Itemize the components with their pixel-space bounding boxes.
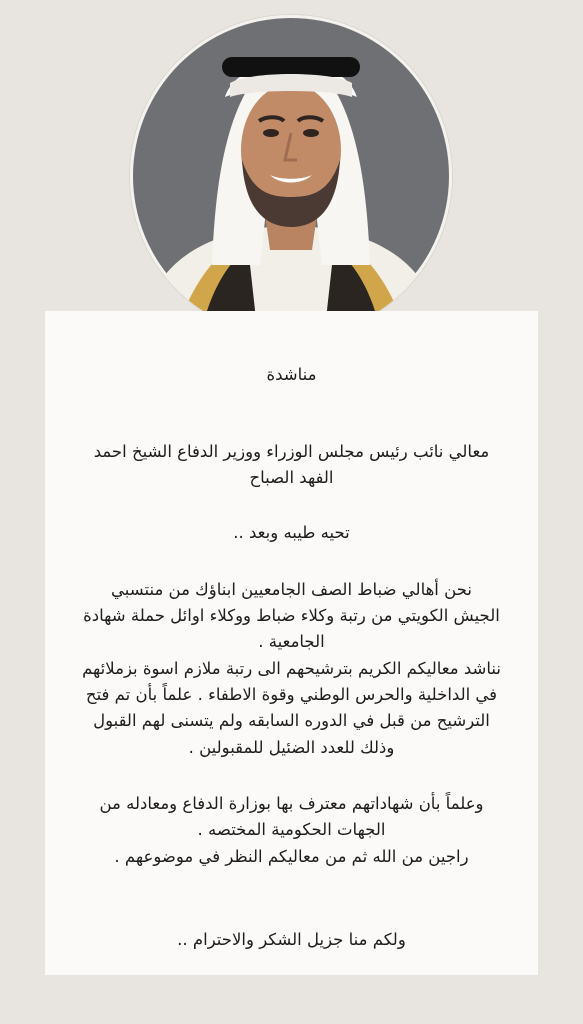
appeal-line-2: في الداخلية والحرس الوطني وقوة الاطفاء . علماً بأن تم فتح	[85, 685, 498, 704]
portrait-photo	[130, 15, 452, 337]
intro-line-2: الجيش الكويتي من رتبة وكلاء ضباط ووكلاء اوائل حملة شهادة	[83, 606, 500, 625]
appeal-line-1: نناشد معاليكم الكريم بترشيحهم الى رتبة ملازم اسوة بزملائهم	[82, 659, 501, 678]
recognition-line-1: وعلماً بأن شهاداتهم معترف بها بوزارة الدفاع ومعادله من	[99, 794, 484, 813]
portrait-illustration	[130, 15, 452, 337]
recognition-line-3: راجين من الله ثم من معاليكم النظر في موضوعهم .	[114, 847, 469, 866]
addressee-line-1: معالي نائب رئيس مجلس الوزراء ووزير الدفاع الشيخ احمد	[93, 442, 490, 461]
closing-line: ولكم منا جزيل الشكر والاحترام ..	[177, 930, 406, 949]
greeting-line: تحيه طيبه وبعد ..	[233, 523, 350, 542]
intro-line-1: نحن أهالي ضباط الصف الجامعيين ابناؤك من منتسبي	[111, 580, 472, 599]
appeal-line-3: الترشيح من قبل في الدوره السابقه ولم يتسنى لهم القبول	[93, 711, 490, 730]
letter-card	[45, 311, 538, 975]
recognition-line-2: الجهات الحكومية المختصه .	[197, 820, 386, 839]
intro-line-3: الجامعية .	[258, 632, 325, 651]
addressee-line-2: الفهد الصباح	[249, 468, 334, 487]
appeal-line-4: وذلك للعدد الضئيل للمقبولين .	[188, 738, 395, 757]
letter-title: مناشدة	[266, 365, 317, 384]
